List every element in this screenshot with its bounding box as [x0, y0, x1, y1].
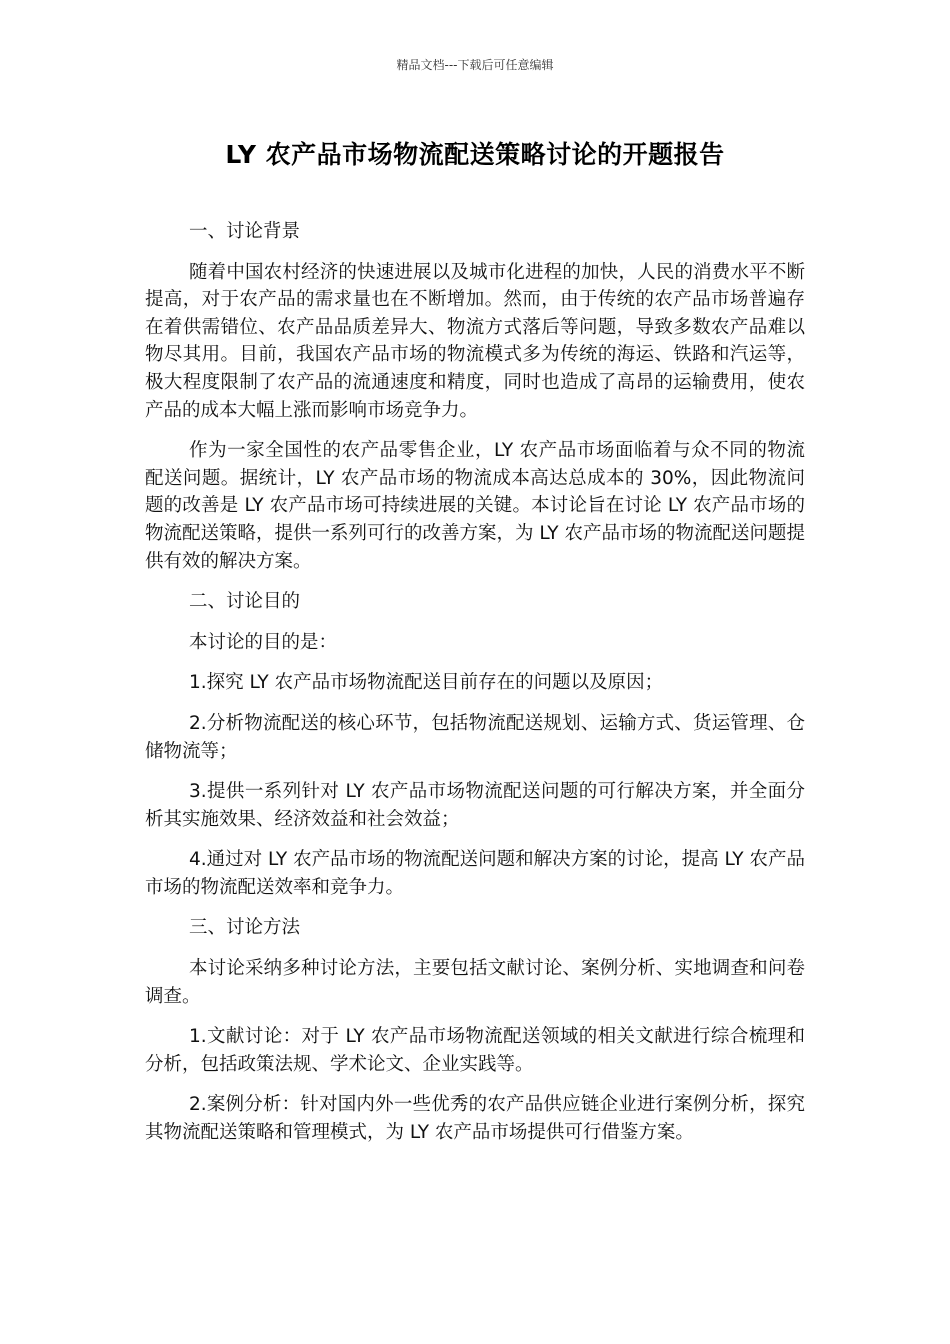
section-heading-purpose: 二、讨论目的	[189, 591, 301, 613]
document-title: LY 农产品市场物流配送策略讨论的开题报告	[225, 140, 725, 169]
document-body	[145, 218, 805, 1160]
page-header: 精品文档---下载后可任意编辑	[396, 58, 554, 72]
paragraph-background-1: 随着中国农村经济的快速进展以及城市化进程的加快，人民的消费水平不断提高，对于农产品的需求量也在不断增加。然而，由于传统的农产品市场普遍存在着供需错位、农产品品质差异大、物流方式落后等问题，导致多数农产品难以物尽其用。目前，我国农产品市场的物流模式多为传统的海运、铁路和汽运等，极大程度限制了农产品的流通速度和精度，同时也造成了高昂的运输费用，使农产品的成本大幅上涨而影响市场竞争力。	[145, 261, 805, 421]
purpose-item-3: 3.提供一系列针对 LY 农产品市场物流配送问题的可行解决方案，并全面分析其实施效果、经济效益和社会效益；	[145, 781, 805, 830]
method-item-2: 2.案例分析：针对国内外一些优秀的农产品供应链企业进行案例分析，探究其物流配送策略和管理模式，为 LY 农产品市场提供可行借鉴方案。	[145, 1094, 805, 1144]
purpose-item-4: 4.通过对 LY 农产品市场的物流配送问题和解决方案的讨论，提高 LY 农产品市场的物流配送效率和竞争力。	[145, 849, 805, 898]
purpose-item-2: 2.分析物流配送的核心环节，包括物流配送规划、运输方式、货运管理、仓储物流等；	[145, 712, 805, 762]
method-item-1: 1.文献讨论：对于 LY 农产品市场物流配送领域的相关文献进行综合梳理和分析，包括政策法规、学术论文、企业实践等。	[145, 1026, 805, 1075]
paragraph-method-intro: 本讨论采纳多种讨论方法，主要包括文献讨论、案例分析、实地调查和问卷调查。	[145, 958, 805, 1007]
paragraph-background-2: 作为一家全国性的农产品零售企业，LY 农产品市场面临着与众不同的物流配送问题。据统计，LY 农产品市场的物流成本高达总成本的 30%，因此物流问题的改善是 LY 农产品市场可持续进展的关键。本讨论旨在讨论 LY 农产品市场的物流配送策略，提供一系列可行的改善方案，为 LY 农产品市场的物流配送问题提供有效的解决方案。	[145, 440, 805, 572]
purpose-item-1: 1.探究 LY 农产品市场物流配送目前存在的问题以及原因；	[189, 672, 664, 694]
section-heading-method: 三、讨论方法	[189, 917, 301, 939]
paragraph-purpose-intro: 本讨论的目的是：	[189, 631, 338, 653]
section-heading-background: 一、讨论背景	[189, 221, 301, 242]
